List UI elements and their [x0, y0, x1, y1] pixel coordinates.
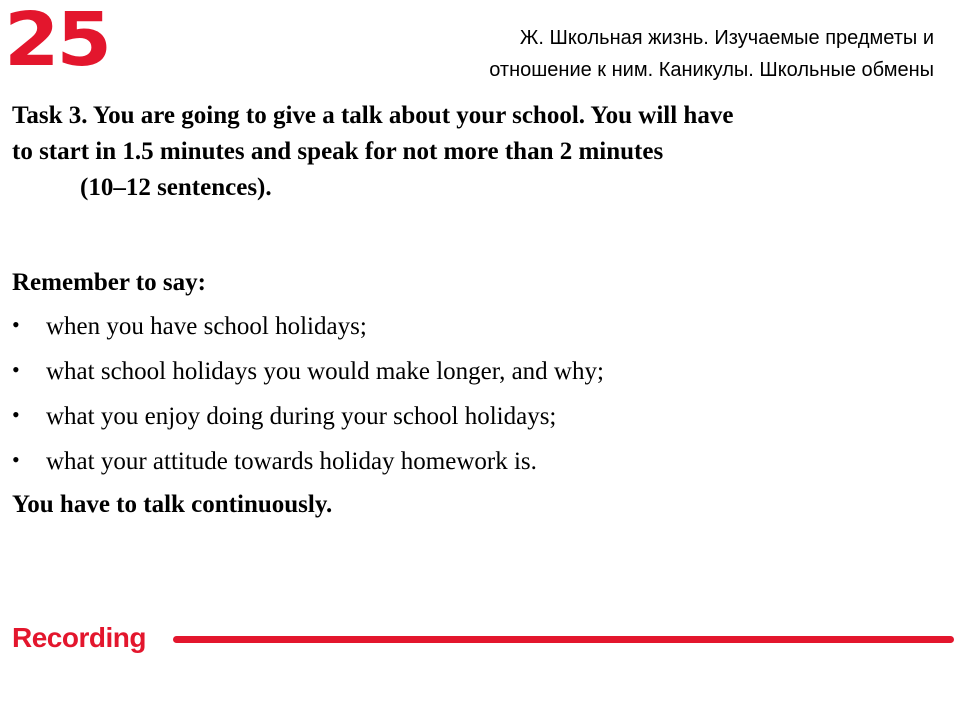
topic-header	[334, 22, 934, 86]
task-line-2: to start in 1.5 minutes and speak for not more than 2 minutes	[12, 138, 664, 165]
recording-label: Recording	[12, 622, 146, 653]
topic-header-line-2: отношение к ним. Каникулы. Школьные обмены	[489, 59, 934, 81]
bullet-icon: •	[12, 402, 20, 427]
list-item-text: what school holidays you would make longer, and why;	[46, 358, 604, 385]
recording-progress-line	[173, 636, 954, 643]
talking-points-list	[12, 310, 942, 490]
task-line-1: Task 3. You are going to give a talk about your school. You will have	[12, 102, 734, 129]
task-line-3: (10–12 sentences).	[80, 174, 272, 201]
list-item-text: what your attitude towards holiday homework is.	[46, 448, 537, 475]
task-number: 25	[4, 0, 109, 83]
list-item-text: what you enjoy doing during your school holidays;	[46, 403, 557, 430]
list-item	[12, 400, 942, 445]
remember-heading: Remember to say:	[12, 269, 206, 296]
task-instructions	[12, 98, 952, 206]
closing-note: You have to talk continuously.	[12, 491, 333, 518]
list-item	[12, 310, 942, 355]
bullet-icon: •	[12, 312, 20, 337]
topic-header-line-1: Ж. Школьная жизнь. Изучаемые предметы и	[519, 27, 934, 49]
list-item-text: when you have school holidays;	[46, 313, 367, 340]
bullet-icon: •	[12, 357, 20, 382]
list-item	[12, 445, 942, 490]
list-item	[12, 355, 942, 400]
bullet-icon: •	[12, 447, 20, 472]
